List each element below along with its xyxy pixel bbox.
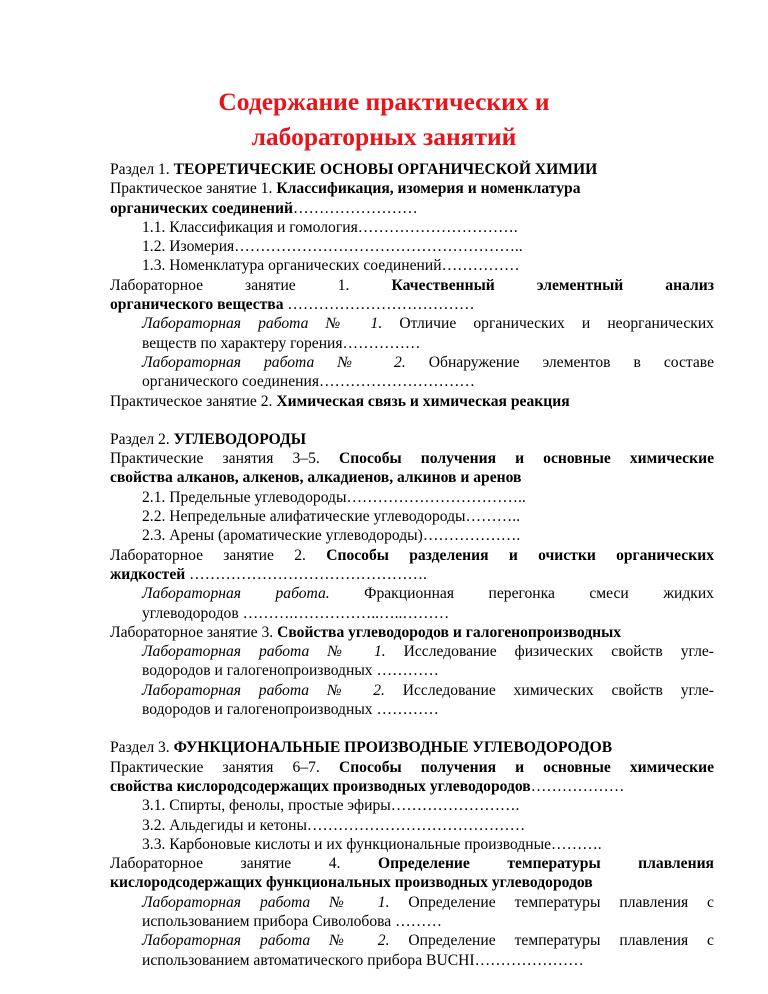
- practical-6-7-line-b: свойства кислородсодержащих производных углеводородов………………: [110, 777, 625, 795]
- title-line-1: Содержание практических и: [218, 87, 550, 116]
- lab-work-3-1-line-b: водородов и галогенопроизводных …………: [142, 662, 439, 680]
- lab-work-1-2-line-b: органического соединения…………………………: [142, 373, 475, 391]
- title-line-2: лабораторных занятий: [251, 122, 517, 151]
- lab-work-4-2-line-a: Лабораторная работа № 2. Определение температуры плавления с: [142, 932, 714, 950]
- topic-3-3: 3.3. Карбоновые кислоты и их функциональные производные……….: [142, 835, 602, 853]
- practical-6-7-line-a: Практические занятия 6–7. Способы получения и основные химические: [110, 758, 714, 776]
- lab-session-4-line-a: Лабораторное занятие 4. Определение температуры плавления: [110, 855, 714, 873]
- lab-session-2-line-b: жидкостей ……………………………………….: [110, 565, 427, 583]
- lab-work-1-2-line-a: Лабораторная работа № 2. Обнаружение элементов в составе: [142, 353, 714, 371]
- lab-session-4-line-b: кислородсодержащих функциональных производных углеводородов: [110, 874, 593, 892]
- topic-1-3: 1.3. Номенклатура органических соединений……………: [142, 257, 520, 275]
- lab-work-1-1-line-a: Лабораторная работа № 1. Отличие органических и неорганических: [142, 315, 714, 333]
- practical-1-line-a: Практическое занятие 1. Классификация, изомерия и номенклатура: [110, 180, 581, 198]
- practical-3-5-line-b: свойства алканов, алкенов, алкадиенов, алкинов и аренов: [110, 469, 522, 487]
- lab-session-3-line: Лабораторное занятие 3. Свойства углеводородов и галогенопроизводных: [110, 623, 622, 641]
- topic-2-1: 2.1. Предельные углеводороды……………………………..: [142, 488, 526, 506]
- topic-2-2: 2.2. Непредельные алифатические углеводороды………..: [142, 508, 521, 526]
- lab-work-3-2-line-a: Лабораторная работа № 2. Исследование химических свойств угле-: [142, 681, 714, 699]
- table-of-contents: [110, 160, 714, 970]
- lab-work-4-2-line-b: использованием автоматического прибора BUCHI…………………: [142, 951, 584, 969]
- topic-3-1: 3.1. Спирты, фенолы, простые эфиры…………………….: [142, 797, 520, 815]
- topic-1-1: 1.1. Классификация и гомология………………………….: [142, 218, 518, 236]
- topic-1-2: 1.2. Изомерия………………………………………………..: [142, 238, 523, 256]
- lab-work-3-2-line-b: водородов и галогенопроизводных …………: [142, 701, 439, 719]
- practical-2-line: Практическое занятие 2. Химическая связь и химическая реакция: [110, 392, 570, 410]
- lab-work-4-1-line-a: Лабораторная работа № 1. Определение температуры плавления с: [142, 893, 714, 911]
- page-title: [0, 84, 768, 154]
- lab-work-2-line-b: углеводородов ……….……………..…..………: [142, 604, 450, 622]
- lab-session-2-line-a: Лабораторное занятие 2. Способы разделения и очистки органических: [110, 546, 714, 564]
- lab-work-3-1-line-a: Лабораторная работа № 1. Исследование физических свойств угле-: [142, 643, 714, 661]
- lab-session-1-line-b: органического вещества ………………………………: [110, 296, 475, 314]
- lab-work-2-line-a: Лабораторная работа. Фракционная перегонка смеси жидких: [142, 585, 714, 603]
- section-2-heading: Раздел 2. УГЛЕВОДОРОДЫ: [110, 430, 307, 448]
- section-3-heading: Раздел 3. ФУНКЦИОНАЛЬНЫЕ ПРОИЗВОДНЫЕ УГЛЕВОДОРОДОВ: [110, 739, 613, 757]
- lab-work-1-1-line-b: веществ по характеру горения……………: [142, 334, 421, 352]
- topic-3-2: 3.2. Альдегиды и кетоны……………………………………: [142, 816, 526, 834]
- lab-work-4-1-line-b: использованием прибора Сиволобова ………: [142, 912, 442, 930]
- practical-3-5-line-a: Практические занятия 3–5. Способы получения и основные химические: [110, 450, 714, 468]
- practical-1-line-b: органических соединений……………………: [110, 199, 418, 217]
- lab-session-1-line-a: Лабораторное занятие 1. Качественный элементный анализ: [110, 276, 714, 294]
- section-1-heading: Раздел 1. ТЕОРЕТИЧЕСКИЕ ОСНОВЫ ОРГАНИЧЕСКОЙ ХИМИИ: [110, 161, 598, 178]
- topic-2-3: 2.3. Арены (ароматические углеводороды)……………….: [142, 527, 521, 545]
